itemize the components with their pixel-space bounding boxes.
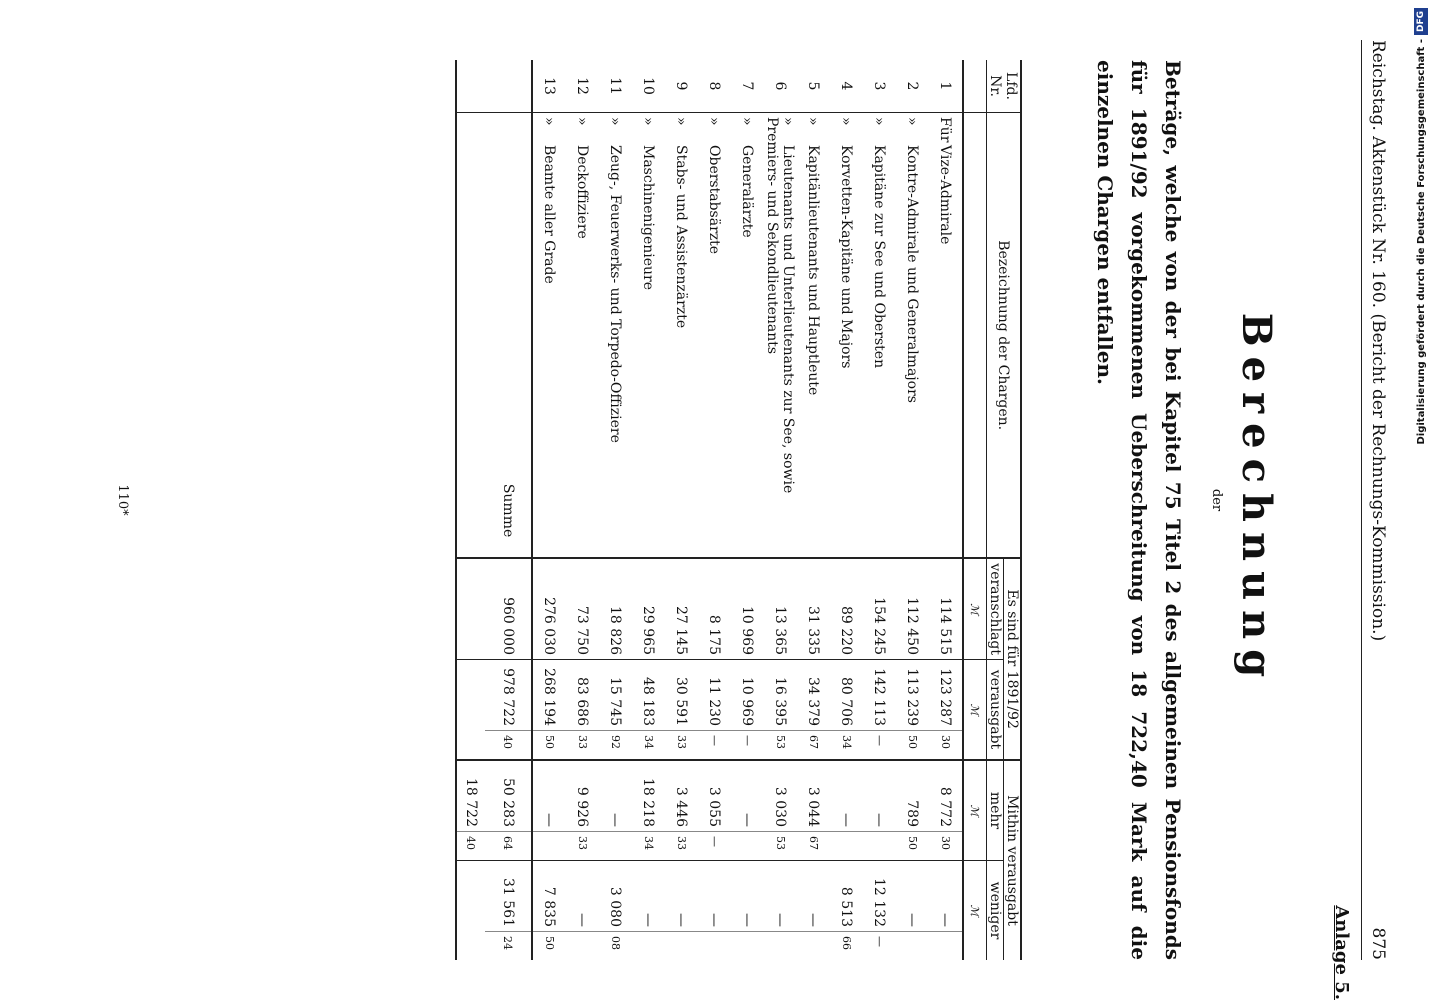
row-veranschlagt: 112 450 [896,558,929,659]
row-description [566,113,599,559]
col-group-1891: Es sind für 1891/92 [1004,558,1022,760]
col-header-nr: Lfd. Nr. [987,60,1022,113]
row-weniger-pf [797,932,830,961]
row-weniger: — [566,861,599,932]
col-header-veranschlagt: veranschlagt [987,558,1004,659]
row-description [698,113,731,559]
row-mehr-pf: 50 [896,832,929,861]
sum-verausgabt: 978 722 [485,660,532,731]
row-mehr: — [731,760,764,832]
row-prefix: » [780,117,797,126]
row-mehr-pf [599,832,632,861]
row-weniger: 8 513 [830,861,863,932]
row-mehr: 18 218 [632,760,665,832]
row-number: 12 [574,77,591,95]
row-veranschlagt: 114 515 [929,558,963,659]
row-verausgabt-pf: 53 [764,731,797,761]
row-verausgabt: 30 591 [665,660,698,731]
row-description-text: Oberstabsärzte [706,145,723,255]
row-description-text: Kapitäne zur See und Obersten [871,145,888,369]
sum-weniger: 31 561 [485,861,532,932]
dfg-credit-strip [1408,8,1432,992]
row-veranschlagt: 18 826 [599,558,632,659]
row-weniger-pf: 08 [599,932,632,961]
row-description [863,113,896,559]
row-mehr-pf [830,832,863,861]
table-row [764,60,797,960]
row-weniger-pf [929,932,963,961]
row-mehr: — [863,760,896,832]
unit-label: ℳ [963,760,987,861]
row-mehr-pf: 34 [632,832,665,861]
row-weniger-pf [764,932,797,961]
row-mehr: — [830,760,863,832]
row-weniger-pf: 50 [532,932,566,961]
row-weniger: — [632,861,665,932]
unit-label: ℳ [963,660,987,761]
sum-veranschlagt: 960 000 [485,558,532,659]
row-prefix: » [574,117,591,126]
difference-row [456,60,485,960]
document-title: Berechnung [1233,312,1280,688]
row-mehr: 9 926 [566,760,599,832]
row-number: 4 [838,81,855,91]
table-row [896,60,929,960]
row-number: 1 [937,81,954,91]
row-number: 11 [607,77,624,95]
table-row [698,60,731,960]
row-verausgabt-pf: 50 [532,731,566,761]
table-row [566,60,599,960]
row-verausgabt-pf: — [731,731,764,761]
row-mehr: 3 055 [698,760,731,832]
row-weniger-pf: — [863,932,896,961]
row-number: 9 [673,81,690,91]
row-weniger-pf [698,932,731,961]
table-row [532,60,566,960]
row-verausgabt: 268 194 [532,660,566,731]
row-verausgabt-pf: — [863,731,896,761]
pension-table-container [422,60,1022,960]
row-mehr-pf: 33 [665,832,698,861]
row-veranschlagt: 154 245 [863,558,896,659]
row-verausgabt-pf: 33 [566,731,599,761]
row-number: 7 [739,81,756,91]
row-mehr-pf [532,832,566,861]
row-description-text: Lieutenants und Unterlieutenants zur See, sowie Premiers- und Sekondlieutenants [764,117,797,494]
row-mehr-pf [863,832,896,861]
running-header [1361,40,1402,960]
page-number: 875 [1368,927,1388,960]
row-prefix: » [706,117,723,126]
page-footer: 110* [115,484,130,516]
row-veranschlagt: 8 175 [698,558,731,659]
row-weniger: — [797,861,830,932]
sum-verausgabt-pf: 40 [485,731,532,761]
row-number: 3 [871,81,888,91]
row-mehr-pf: 30 [929,832,963,861]
row-number: 2 [904,81,921,91]
row-mehr: 8 772 [929,760,963,832]
row-description-text: Generalärzte [739,145,756,238]
row-weniger: 12 132 [863,861,896,932]
row-verausgabt-pf: 34 [830,731,863,761]
row-verausgabt: 123 287 [929,660,963,731]
row-verausgabt: 34 379 [797,660,830,731]
row-veranschlagt: 27 145 [665,558,698,659]
row-mehr: — [599,760,632,832]
row-number: 10 [640,77,657,95]
sum-mehr: 50 283 [485,760,532,832]
row-weniger: 3 080 [599,861,632,932]
row-description [632,113,665,559]
row-description [830,113,863,559]
row-description-text: Stabs- und Assistenzärzte [673,145,690,329]
table-row [830,60,863,960]
row-description [797,113,830,559]
row-weniger: — [764,861,797,932]
row-mehr-pf: 67 [797,832,830,861]
row-verausgabt: 48 183 [632,660,665,731]
row-description [764,113,797,559]
document-subtitle: Beträge, welche von der bei Kapitel 75 Titel 2 des allgemeinen Pensionsfonds für 1891/92 vorgekommenen Ueberschreitung von 18 722,40 Mark auf die einzelnen Chargen entfallen. [1093,60,1185,960]
row-description [665,113,698,559]
row-number: 8 [706,81,723,91]
row-verausgabt: 113 239 [896,660,929,731]
row-veranschlagt: 73 750 [566,558,599,659]
row-verausgabt-pf: 67 [797,731,830,761]
col-header-verausgabt: verausgabt [987,660,1004,761]
row-verausgabt: 83 686 [566,660,599,731]
row-description [929,113,963,559]
row-weniger-pf [896,932,929,961]
col-group-mithin: Mithin verausgabt [1004,760,1022,960]
row-verausgabt: 15 745 [599,660,632,731]
row-weniger-pf [632,932,665,961]
row-mehr: — [532,760,566,832]
difference-mehr-pf: 40 [456,832,485,861]
row-verausgabt-pf: 50 [896,731,929,761]
table-row [599,60,632,960]
row-number: 13 [541,77,558,95]
row-mehr-pf: — [698,832,731,861]
row-mehr: 789 [896,760,929,832]
pension-table [422,60,1022,960]
row-weniger-pf [731,932,764,961]
row-weniger: — [731,861,764,932]
col-header-weniger: weniger [987,861,1004,961]
row-weniger: — [929,861,963,932]
row-weniger-pf [665,932,698,961]
col-header-mehr: mehr [987,760,1004,861]
row-verausgabt: 142 113 [863,660,896,731]
row-verausgabt: 11 230 [698,660,731,731]
table-row [632,60,665,960]
row-verausgabt-pf: — [698,731,731,761]
sum-weniger-pf: 24 [485,932,532,961]
table-row [863,60,896,960]
row-description [896,113,929,559]
row-weniger: — [896,861,929,932]
row-mehr-pf: 53 [764,832,797,861]
dfg-logo: DFG [1414,8,1428,35]
row-description-text: Korvetten-Kapitäne und Majors [838,145,855,369]
unit-label: ℳ [963,558,987,659]
row-description-text: Deckoffiziere [574,145,591,239]
dfg-credit-text: Digitalisierung gefördert durch die Deutsche Forschungsgemeinschaft - [1415,39,1427,445]
row-mehr: 3 044 [797,760,830,832]
row-veranschlagt: 89 220 [830,558,863,659]
row-prefix: » [673,117,690,126]
row-prefix: » [640,117,657,126]
row-verausgabt-pf: 34 [632,731,665,761]
row-prefix: Für [937,117,954,143]
row-number: 6 [772,81,789,91]
row-verausgabt-pf: 92 [599,731,632,761]
row-prefix: » [607,117,624,126]
header-title: Reichstag. Aktenstück Nr. 160. (Bericht der Rechnungs-Kommission.) [1368,40,1388,642]
title-connector: der [1209,488,1224,512]
row-description-text: Zeug-, Feuerwerks- und Torpedo-Offiziere [607,145,624,443]
row-prefix: » [541,117,558,126]
table-row [731,60,764,960]
row-description-text: Vize-Admirale [937,145,954,245]
table-row [665,60,698,960]
row-verausgabt-pf: 33 [665,731,698,761]
row-number: 5 [805,81,822,91]
col-header-description: Bezeichnung der Chargen. [987,113,1022,559]
table-row [929,60,963,960]
difference-mehr: 18 722 [456,760,485,832]
row-veranschlagt: 13 365 [764,558,797,659]
row-description [731,113,764,559]
row-weniger: — [665,861,698,932]
row-description-text: Kontre-Admirale und Generalmajors [904,145,921,403]
row-veranschlagt: 31 335 [797,558,830,659]
row-verausgabt: 80 706 [830,660,863,731]
sum-row [485,60,532,960]
row-veranschlagt: 276 030 [532,558,566,659]
row-verausgabt-pf: 30 [929,731,963,761]
sum-mehr-pf: 64 [485,832,532,861]
row-description-text: Maschinenigenieure [640,145,657,291]
row-prefix: » [805,117,822,126]
annex-label: Anlage 5. [1331,905,1352,1000]
row-description [532,113,566,559]
row-prefix: » [904,117,921,126]
row-weniger: — [698,861,731,932]
row-verausgabt: 10 969 [731,660,764,731]
row-weniger: 7 835 [532,861,566,932]
row-weniger-pf [566,932,599,961]
row-mehr-pf: 33 [566,832,599,861]
row-description-text: Kapitänlieutenants und Hauptleute [805,145,822,396]
row-description-text: Beamte aller Grade [541,145,558,284]
row-description [599,113,632,559]
unit-label: ℳ [963,861,987,961]
sum-label: Summe [485,113,532,559]
row-prefix: » [838,117,855,126]
row-mehr: 3 030 [764,760,797,832]
row-prefix: » [871,117,888,126]
row-prefix: » [739,117,756,126]
row-weniger-pf: 66 [830,932,863,961]
row-mehr: 3 446 [665,760,698,832]
row-verausgabt: 16 395 [764,660,797,731]
row-veranschlagt: 10 969 [731,558,764,659]
row-veranschlagt: 29 965 [632,558,665,659]
table-row [797,60,830,960]
row-mehr-pf [731,832,764,861]
